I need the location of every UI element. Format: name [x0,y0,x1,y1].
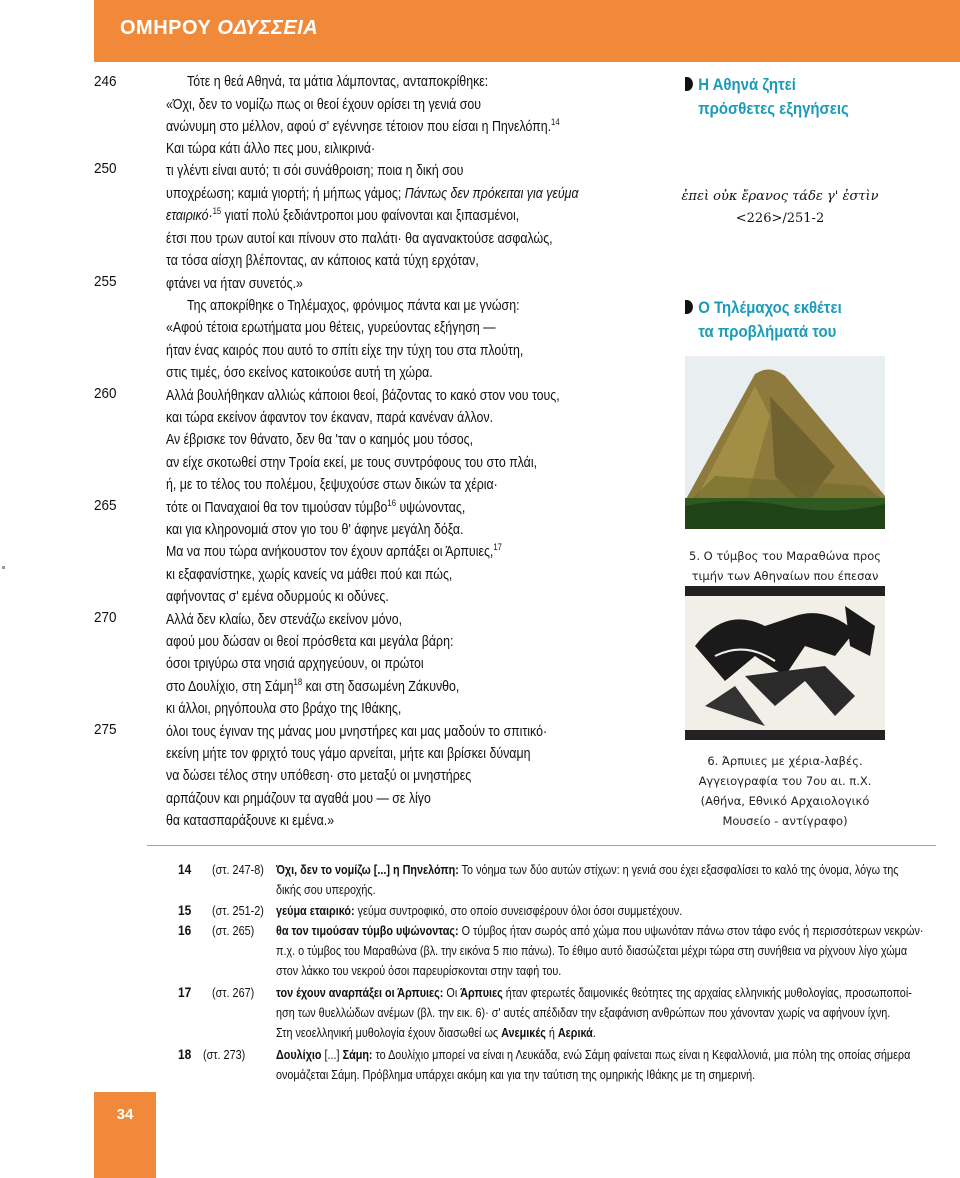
footnote-body: . [592,1025,596,1040]
figure-caption [680,751,890,831]
footnote-marker: 17 [493,542,502,552]
verse-line [166,207,519,225]
verse-line: φτάνει να ήταν συνετός.» [166,276,303,292]
line-number: 275 [94,721,117,738]
line-number: 270 [94,609,117,626]
footnote-term: Ανεμικές [501,1025,546,1040]
page-number-tab [94,1092,156,1178]
verse-line: θα κατασπαράξουνε κι εμένα.» [166,813,335,829]
footnote-text [276,1044,910,1065]
footnote-body: [...] [321,1047,343,1062]
footnote-ref: (στ. 265) [212,923,255,938]
greek-quote [680,186,880,230]
footnote-text: ονομάζεται Σάμη. Πρόβλημα υπάρχει ακόμη και για την ταύτιση της ομηρικής Ιθάκης με τη σημερινή. [276,1067,756,1082]
footnote-ref: (στ. 247-8) [212,862,264,877]
verse-line: Της αποκρίθηκε ο Τηλέμαχος, φρόνιμος πάντα και με γνώση: [187,298,520,314]
footnote-term: Όχι, δεν το νομίζω [...] η Πηνελόπη: [276,862,459,877]
verse-text-italic: Πάντως δεν πρόκειται για γεύμα [404,186,579,202]
title-author: ΟΜΗΡΟΥ [120,17,218,39]
verse-line: κι άλλοι, ρηγόπουλα στο βράχο της Ιθάκης, [166,701,402,717]
line-number: 260 [94,385,117,402]
line-number: 265 [94,497,117,514]
footnote-text: ηση των θυελλώδων ανέμων (βλ. την εικ. 6)· σ' αυτές απέδιδαν την εξαφάνιση ανθρώπων που χάνονταν χωρίς να αφήνουν ίχνη. [276,1005,891,1020]
footnote-term: τον έχουν αναρπάξει οι Άρπυιες: [276,985,444,1000]
footnote-text [276,900,682,921]
verse-line: στις τιμές, όσο εκείνος κατοικούσε αυτή τη χώρα. [166,365,433,381]
footnotes-divider [147,845,936,846]
verse-line: Αλλά δεν κλαίω, δεν στενάζω εκείνον μόνο, [166,612,403,628]
footnote-body: Ο τύμβος ήταν σωρός από χώμα που υψωνόταν πάνω στον τάφο ενός ή περισσότερων νεκρών· [458,923,924,938]
footnote-number: 14 [178,861,192,877]
sidebar-heading-text: πρόσθετες εξηγήσεις [698,99,849,118]
heading-marker-icon [685,77,693,91]
footnote-marker: 16 [387,498,397,508]
page-number: 34 [116,1106,134,1123]
verse-line: έτσι που τρων αυτοί και πίνουν στο παλάτι· θα αγανακτούσε ασφαλώς, [166,231,553,247]
footnote-ref: (στ. 251-2) [212,903,264,918]
footnote-marker: 18 [293,677,303,687]
caption-text: 5. Ο τύμβος του Μαραθώνα προς [689,549,881,563]
line-number: 255 [94,273,117,290]
caption-text: Μουσείο - αντίγραφο) [722,814,848,828]
verse-line [166,543,502,561]
verse-line: να δώσει τέλος στην υπόθεση· στο μεταξύ οι μνηστήρες [166,768,472,784]
greek-quote-text: ἐπεὶ οὐκ ἔρανος τάδε γ' ἐστὶν [681,189,879,204]
verse-line: ήταν ένας καιρός που αυτό το σπίτι είχε την τύχη του στα πλούτη, [166,343,524,359]
harpies-vase-image [685,586,885,740]
verse-text: υψώνοντας, [396,500,466,516]
footnote-text: π.χ. ο τύμβος του Μαραθώνα (βλ. την εικόνα 5 πιο πάνω). Το έθιμο αυτό διασώζεται μέχρι τώρα στη συνήθεια να ρίχνουν λίγο χώμα [276,943,908,958]
line-number: 250 [94,160,117,177]
footnote-term: Δουλίχιο [276,1047,322,1062]
footnote-ref: (στ. 267) [212,985,255,1000]
caption-text: τιμήν των Αθηναίων που έπεσαν [691,569,879,583]
verse-line: εκείνη μήτε τον φριχτό τους γάμο αρνείται, μήτε και βρίσκει δύναμη [166,746,531,762]
footnote-ref: (στ. 273) [203,1047,246,1062]
footnote-number: 16 [178,922,192,938]
verse-line [166,185,579,203]
verse-line: Αν έβρισκε τον θάνατο, δεν θα 'ταν ο καημός μου τόσος, [166,432,474,448]
caption-text: (Αθήνα, Εθνικό Αρχαιολογικό [700,794,870,808]
footnote-body: Στη νεοελληνική μυθολογία έχουν διασωθεί ως [276,1025,502,1040]
footnote-body: γεύμα συντροφικό, στο οποίο συνεισφέρουν όλοι όσοι συμμετέχουν. [354,903,683,918]
verse-line: «Αφού τέτοια ερωτήματα μου θέτεις, γυρεύοντας εξήγηση — [166,320,496,336]
verse-line: τι γλέντι είναι αυτό; τι σόι συνάθροιση; ποια η δική σου [166,163,464,179]
verse-text: και στη δασωμένη Ζάκυνθο, [302,679,460,695]
verse-reference: <226>/251-2 [735,211,825,226]
title-work: ΟΔΥΣΣΕΙΑ [217,17,319,39]
sidebar-heading [685,296,842,344]
footnote-term: Άρπυιες [460,985,503,1000]
verse-line [166,499,465,517]
verse-line: αφήνοντας σ' εμένα οδυρμούς κι οδύνες. [166,589,389,605]
footnote-body: ήταν φτερωτές δαιμονικές θεότητες της αρχαίας ελληνικής μυθολογίας, προσωποποί- [502,985,912,1000]
footnote-number: 15 [178,902,192,918]
verse-line: Και τώρα κάτι άλλο πες μου, ειλικρινά· [166,141,376,157]
verse-text: τότε οι Παναχαιοί θα τον τιμούσαν τύμβο [166,500,388,516]
footnote-text [276,1022,596,1043]
footnote-body: Το νόημα των δύο αυτών στίχων: η γενιά σου έχει εξασφαλίσει το καλό της όνομα, λόγω της [458,862,899,877]
footnote-body: ή [545,1025,558,1040]
footnote-number: 18 [178,1046,192,1062]
footnote-text: στον λάκκο του νεκρού όσοι παρευρίσκονται στην ταφή του. [276,963,562,978]
heading-marker-icon [685,300,693,314]
sidebar-heading-text: Ο Τηλέμαχος εκθέτει [698,298,842,317]
footnote-term: γεύμα εταιρικό: [276,903,355,918]
sidebar-heading-text: τα προβλήματά του [698,322,837,341]
sidebar-heading [685,73,849,121]
footnote-term: θα τον τιμούσαν τύμβο υψώνοντας: [276,923,459,938]
footnote-text: δικής σου υπεροχής. [276,882,376,897]
sidebar-heading-text: Η Αθηνά ζητεί [698,75,796,94]
verse-text-italic: εταιρικό· [166,208,213,224]
verse-line [166,678,459,696]
verse-line: αφού μου δώσαν οι θεοί πρόσθετα και μεγάλα βάρη: [166,634,454,650]
verse-line: «Όχι, δεν το νομίζω πως οι θεοί έχουν ορίσει τη γενιά σου [166,97,482,113]
verse-line: και για κληρονομιά στον γιο του θ' άφηνε μεγάλη δόξα. [166,522,464,538]
footnote-number: 17 [178,984,192,1000]
footnote-text [276,982,912,1003]
verse-text: υποχρέωση; καμιά γιορτή; ή μήπως γάμος; [166,186,405,202]
verse-line [166,118,560,136]
footnote-marker: 15 [212,206,222,216]
verse-line: ή, με το τέλος του πολέμου, ξεψυχούσε στων δικών τα χέρια· [166,477,498,493]
verse-text: ανώνυμη στο μέλλον, αφού σ' εγέννησε τέτοιον που είσαι η Πηνελόπη. [166,119,552,135]
verse-text: στο Δουλίχιο, στη Σάμη [166,679,294,695]
verse-line: Τότε η θεά Αθηνά, τα μάτια λάμποντας, ανταποκρίθηκε: [187,74,489,90]
verse-line: όσοι τριγύρω στα νησιά αρχηγεύουν, οι πρώτοι [166,656,424,672]
page-header [94,0,960,62]
line-number: 246 [94,73,117,90]
verse-line: αν είχε σκοτωθεί στην Τροία εκεί, με τους συντρόφους του στο πλάι, [166,455,538,471]
verse-line: και τώρα εκείνον άφαντον τον έκαναν, παρά κανέναν άλλον. [166,410,494,426]
marathon-tumulus-image [685,356,885,529]
footnote-term: Αερικά [557,1025,593,1040]
footnote-body: Οι [443,985,461,1000]
verse-line: τα τόσα αίσχη βλέποντας, αν κάποιος κατά τύχη ερχόταν, [166,253,479,269]
footnote-term: Σάμη: [342,1047,373,1062]
verse-line: όλοι τους έγιναν της μάνας μου μνηστήρες και μας μαδούν το σπιτικό· [166,724,548,740]
caption-text: Αγγειογραφία του 7ου αι. π.Χ. [698,774,872,788]
verse-line: Αλλά βουλήθηκαν αλλιώς κάποιοι θεοί, βάζοντας το κακό στον νου τους, [166,388,560,404]
margin-mark [2,566,5,569]
verse-text: γιατί πολύ ξεδιάντροποι μου φαίνονται και ξιπασμένοι, [221,208,520,224]
book-title [120,17,318,40]
footnote-marker: 14 [551,117,560,127]
verse-text: Μα να που τώρα ανήκουστον τον έχουν αρπάξει οι Άρπυιες, [166,544,494,560]
footnote-text [276,859,899,880]
verse-line: κι εξαφανίστηκε, χωρίς κανείς να μάθει πού και πώς, [166,567,453,583]
footnote-body: το Δουλίχιο μπορεί να είναι η Λευκάδα, ενώ Σάμη φαίνεται πως είναι η Κεφαλλονιά, μια πόλη της οποίας σήμερα [372,1047,911,1062]
verse-line: αρπάζουν και ρημάζουν τα αγαθά μου — σε λίγο [166,791,431,807]
footnote-text [276,920,923,941]
caption-text: 6. Άρπυιες με χέρια-λαβές. [707,754,863,768]
